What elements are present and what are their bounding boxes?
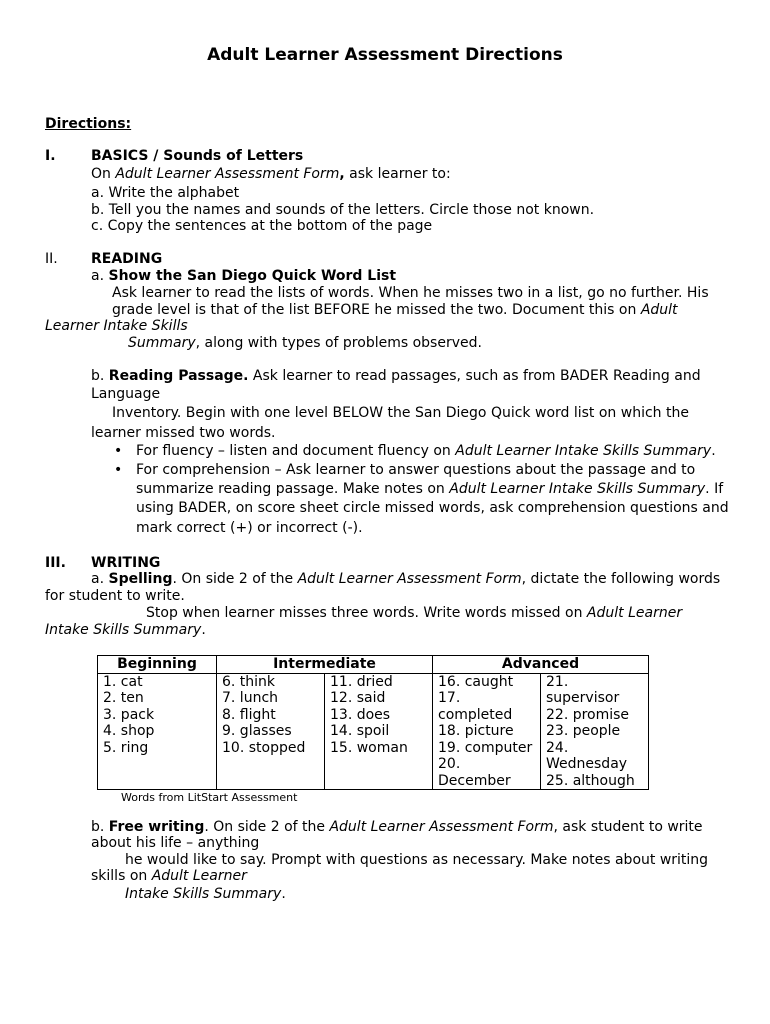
section2-bullet-comprehension: • For comprehension – Ask learner to answer questions about the passage and to	[136, 462, 695, 479]
page-title: Adult Learner Assessment Directions	[207, 45, 563, 65]
word-item: 9. glasses	[222, 723, 292, 739]
section1-item-c: c. Copy the sentences at the bottom of the page	[91, 218, 433, 234]
section1-heading: BASICS / Sounds of Letters	[91, 148, 304, 164]
word-item: December	[438, 772, 511, 789]
section1-numeral: I.	[45, 148, 56, 164]
word-item: 15. woman	[330, 739, 408, 756]
word-item: 16. caught	[438, 673, 514, 690]
word-item: 14. spoil	[330, 723, 390, 739]
word-item: 3. pack	[103, 706, 155, 723]
word-item: 12. said	[330, 690, 386, 706]
section3-b-line2: about his life – anything	[91, 835, 260, 851]
section2-bullet2-line2: summarize reading passage. Make notes on Adult Learner Intake Skills Summary. If	[136, 481, 724, 497]
intermediate-words-col2	[325, 673, 433, 790]
beginning-words	[98, 673, 217, 790]
advanced-words-col2	[541, 673, 649, 790]
table-caption: Words from LitStart Assessment	[121, 791, 298, 804]
section3-numeral: III.	[45, 555, 66, 571]
section2-bullet-fluency: • For fluency – listen and document fluency on Adult Learner Intake Skills Summary.	[136, 443, 716, 460]
section1-intro: On Adult Learner Assessment Form, ask learner to:	[91, 166, 451, 182]
word-item: 13. does	[330, 706, 391, 723]
section3-heading: WRITING	[91, 555, 161, 571]
section2-a-line4: Summary, along with types of problems observed.	[128, 335, 482, 351]
advanced-words-col1	[433, 673, 541, 790]
table-body-row	[98, 673, 649, 790]
section3-a-line3: Stop when learner misses three words. Write words missed on Adult Learner	[146, 605, 683, 621]
section3-b-line1: b. Free writing. On side 2 of the Adult Learner Assessment Form, ask student to write	[91, 819, 703, 835]
section1-item-b: b. Tell you the names and sounds of the letters. Circle those not known.	[91, 202, 595, 218]
section3-b-line5: Intake Skills Summary.	[125, 886, 286, 902]
word-item: 7. lunch	[222, 690, 279, 706]
section2-b-line2: Language	[91, 386, 161, 402]
word-item: 17.	[438, 690, 461, 706]
directions-label: Directions:	[45, 116, 132, 132]
word-item: 10. stopped	[222, 739, 306, 756]
section2-bullet2-line4: mark correct (+) or incorrect (-).	[136, 520, 363, 536]
word-item: 23. people	[546, 723, 621, 739]
section2-heading: READING	[91, 251, 163, 267]
word-item: 6. think	[222, 673, 276, 690]
header-advanced: Advanced	[433, 656, 649, 674]
section2-numeral: II.	[45, 251, 58, 267]
section2-bullet2-line3: using BADER, on score sheet circle missed words, ask comprehension questions and	[136, 500, 729, 516]
word-item: 4. shop	[103, 723, 155, 739]
section2-a-line1: Ask learner to read the lists of words. When he misses two in a list, go no further. His	[112, 285, 709, 301]
header-beginning: Beginning	[98, 656, 217, 674]
section3-a-line1: a. Spelling. On side 2 of the Adult Learner Assessment Form, dictate the following words	[91, 571, 721, 587]
word-item: 21.	[546, 673, 569, 690]
word-item: 8. flight	[222, 706, 276, 723]
section1-item-a: a. Write the alphabet	[91, 185, 240, 201]
section2-b-line3: Inventory. Begin with one level BELOW the San Diego Quick word list on which the	[112, 405, 689, 421]
word-item: 22. promise	[546, 706, 630, 723]
section2-a-line2: grade level is that of the list BEFORE he missed the two. Document this on Adult	[112, 302, 678, 318]
header-intermediate: Intermediate	[217, 656, 433, 674]
word-item: 2. ten	[103, 690, 144, 706]
word-item: 11. dried	[330, 673, 393, 690]
word-item: supervisor	[546, 690, 620, 706]
section3-a-line4: Intake Skills Summary.	[45, 622, 206, 638]
word-item: 25. although	[546, 772, 635, 789]
word-item: Wednesday	[546, 756, 628, 772]
section3-b-line4: skills on Adult Learner	[91, 868, 247, 884]
section2-b-line4: learner missed two words.	[91, 425, 276, 441]
word-item: 20.	[438, 756, 461, 772]
word-item: 19. computer	[438, 739, 533, 756]
section2-a-title: a. Show the San Diego Quick Word List	[91, 268, 397, 284]
section2-a-line3: Learner Intake Skills	[45, 318, 188, 334]
word-item: 24.	[546, 739, 569, 756]
intermediate-words-col1	[217, 673, 325, 790]
section3-b-line3: he would like to say. Prompt with questions as necessary. Make notes about writing	[125, 852, 709, 868]
word-item: 18. picture	[438, 723, 514, 739]
word-item: 1. cat	[103, 673, 143, 690]
section2-b-title: b. Reading Passage. Ask learner to read passages, such as from BADER Reading and	[91, 368, 701, 384]
word-item: completed	[438, 706, 513, 723]
table-header-row	[98, 656, 649, 674]
spelling-word-table	[97, 655, 649, 790]
word-item: 5. ring	[103, 739, 149, 756]
section3-a-line2: for student to write.	[45, 588, 185, 604]
